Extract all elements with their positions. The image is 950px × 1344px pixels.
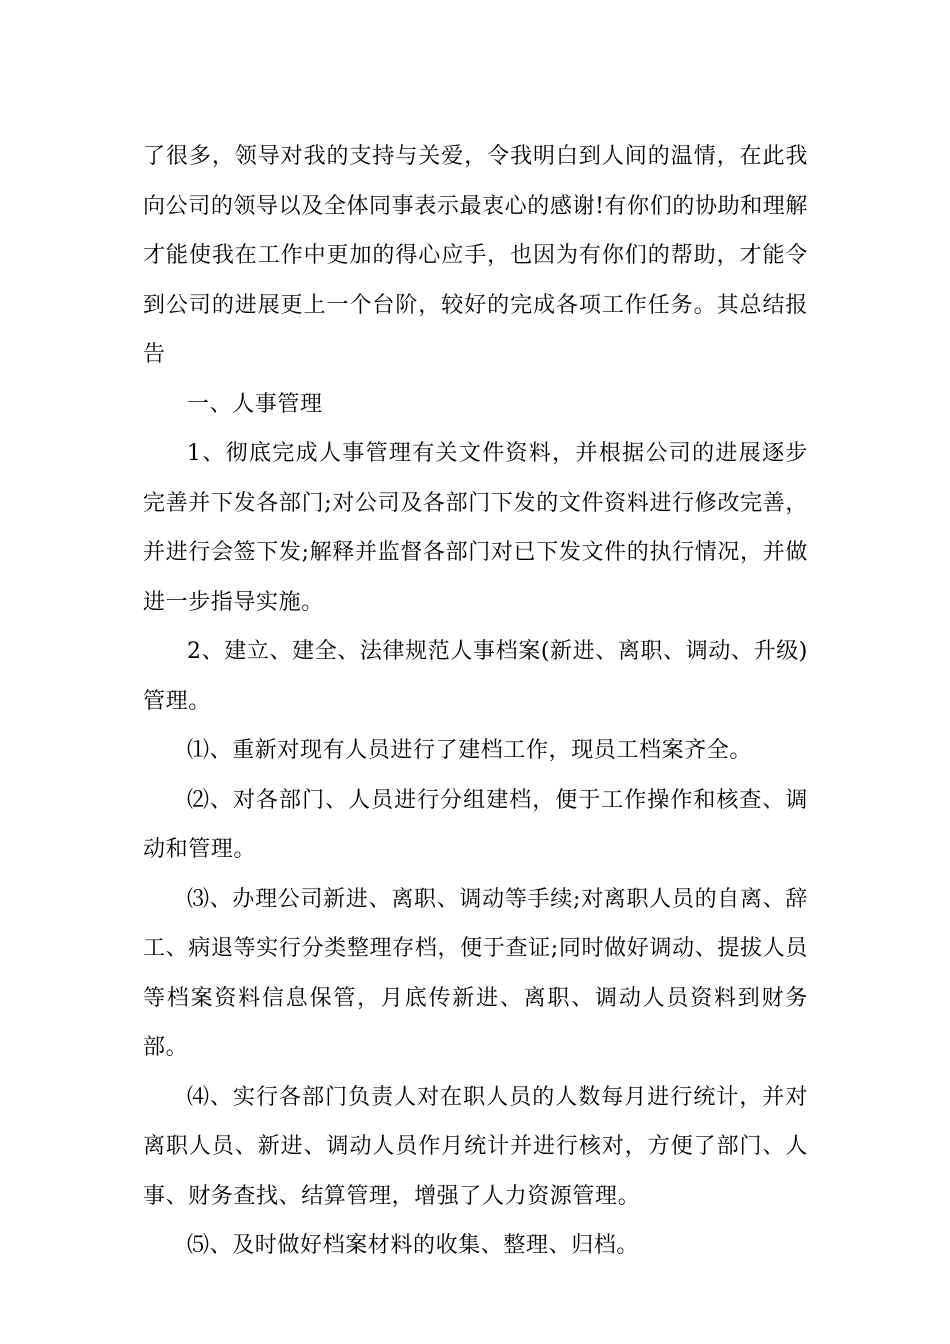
subitem-5: ⑸、及时做好档案材料的收集、整理、归档。	[187, 1233, 640, 1258]
document-body	[143, 132, 808, 1271]
section-heading-personnel-management: 一、人事管理	[187, 391, 323, 417]
paragraph-item-1: 1、彻底完成人事管理有关文件资料，并根据公司的进展逐步完善并下发各部门;对公司及各部门下发的文件资料进行修改完善，并进行会签下发;解释并监督各部门对已下发文件的执行情况，并做进一步指导实施。	[143, 441, 808, 615]
subitem-4: ⑷、实行各部门负责人对在职人员的人数每月进行统计，并对离职人员、新进、调动人员作月统计并进行核对，方便了部门、人事、财务查找、结算管理，增强了人力资源管理。	[143, 1084, 808, 1209]
paragraph-continuation: 了很多，领导对我的支持与关爱，令我明白到人间的温情，在此我向公司的领导以及全体同事表示最衷心的感谢!有你们的协助和理解才能使我在工作中更加的得心应手，也因为有你们的帮助，才能令到公司的进展更上一个台阶，较好的完成各项工作任务。其总结报告	[143, 144, 808, 367]
paragraph-item-2: 2、建立、建全、法律规范人事档案(新进、离职、调动、升级)管理。	[143, 639, 808, 714]
subitem-1: ⑴、重新对现有人员进行了建档工作，现员工档案齐全。	[187, 738, 753, 763]
subitem-3: ⑶、办理公司新进、离职、调动等手续;对离职人员的自离、辞工、病退等实行分类整理存档，便于查证;同时做好调动、提拔人员等档案资料信息保管，月底传新进、离职、调动人员资料到财务部。	[143, 886, 808, 1060]
subitem-2: ⑵、对各部门、人员进行分组建档，便于工作操作和核查、调动和管理。	[143, 787, 808, 862]
